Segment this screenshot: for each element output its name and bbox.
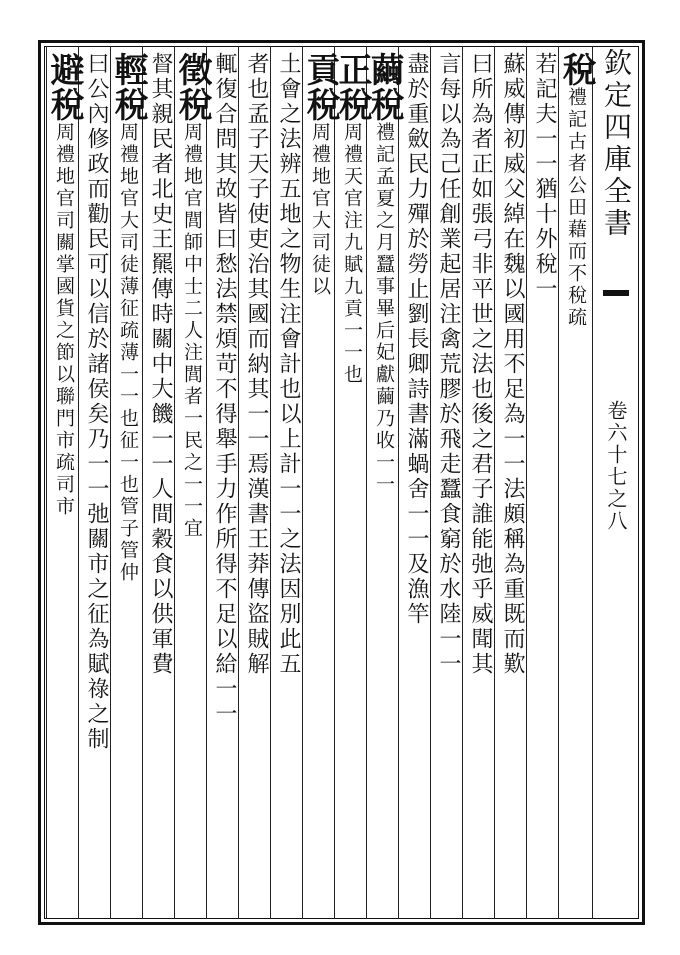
entry-headword: 貢稅 [300, 52, 340, 122]
entry-headword: 稅 [556, 52, 596, 87]
entry-text: 周禮地官閭師中士二人注閭者一民之一一宜 [181, 122, 203, 540]
text-column: 蘇威傳初威父綽在魏以國用不足為一一法頗稱為重既而歎 [500, 52, 525, 677]
text-column: 輒復合問其故皆曰愁法禁煩苛不得舉手力作所得不足以給一一 [212, 52, 237, 727]
entry-text: 禮記古者公田藉而不稅疏 [565, 87, 587, 329]
entry-text: 周禮天官注九賦九貢一一也 [341, 122, 363, 386]
text-column: 者也孟子天子使吏治其國而納其一一焉漢書王莽傳盜賊解 [244, 52, 269, 677]
text-column: 土會之法辨五地之物生注會計也以上計一一之法因別此五 [276, 52, 301, 677]
entry-headword: 繭稅 [364, 52, 404, 122]
entry-text: 周禮地官大司徒薄征疏薄一一也征一也管子管仲 [117, 122, 139, 584]
entry-headword: 徵稅 [172, 52, 212, 122]
entry-headword: 輕稅 [108, 52, 148, 122]
entry-text: 周禮地官大司徒以 [309, 122, 331, 298]
entry-text: 禮記孟夏之月蠶事畢后妃獻繭乃收一一 [373, 122, 395, 496]
entry-headword: 避稅 [44, 52, 84, 122]
volume-number: 卷六十七之八 [604, 400, 628, 532]
text-column: 曰公內修政而勸民可以信於諸侯矣乃一一弛關市之征為賦祿之制 [84, 52, 109, 752]
text-column: 若記夫一一猶十外稅一 [532, 52, 557, 302]
text-column [42, 52, 84, 912]
text-column: 盡於重斂民力殫於勞止劉長卿詩書滿蝸舍一一及漁竿 [404, 52, 429, 627]
text-column: 曰所為者正如張弓非平世之法也後之君子誰能弛乎威聞其 [468, 52, 493, 677]
entry-headword: 正稅 [332, 52, 372, 122]
entry-text: 周禮地官司關掌國貨之節以聯門市疏司市 [53, 122, 75, 518]
fish-tail-mark [603, 290, 629, 296]
text-column: 言每以為己任創業起居注禽荒膠於飛走蠶食窮於水陸一一 [436, 52, 461, 677]
book-title: 欽定四庫全書 [600, 48, 633, 240]
text-column: 督其親民者北史王羆傳時關中大饑一一人間穀食以供軍費 [148, 52, 173, 677]
